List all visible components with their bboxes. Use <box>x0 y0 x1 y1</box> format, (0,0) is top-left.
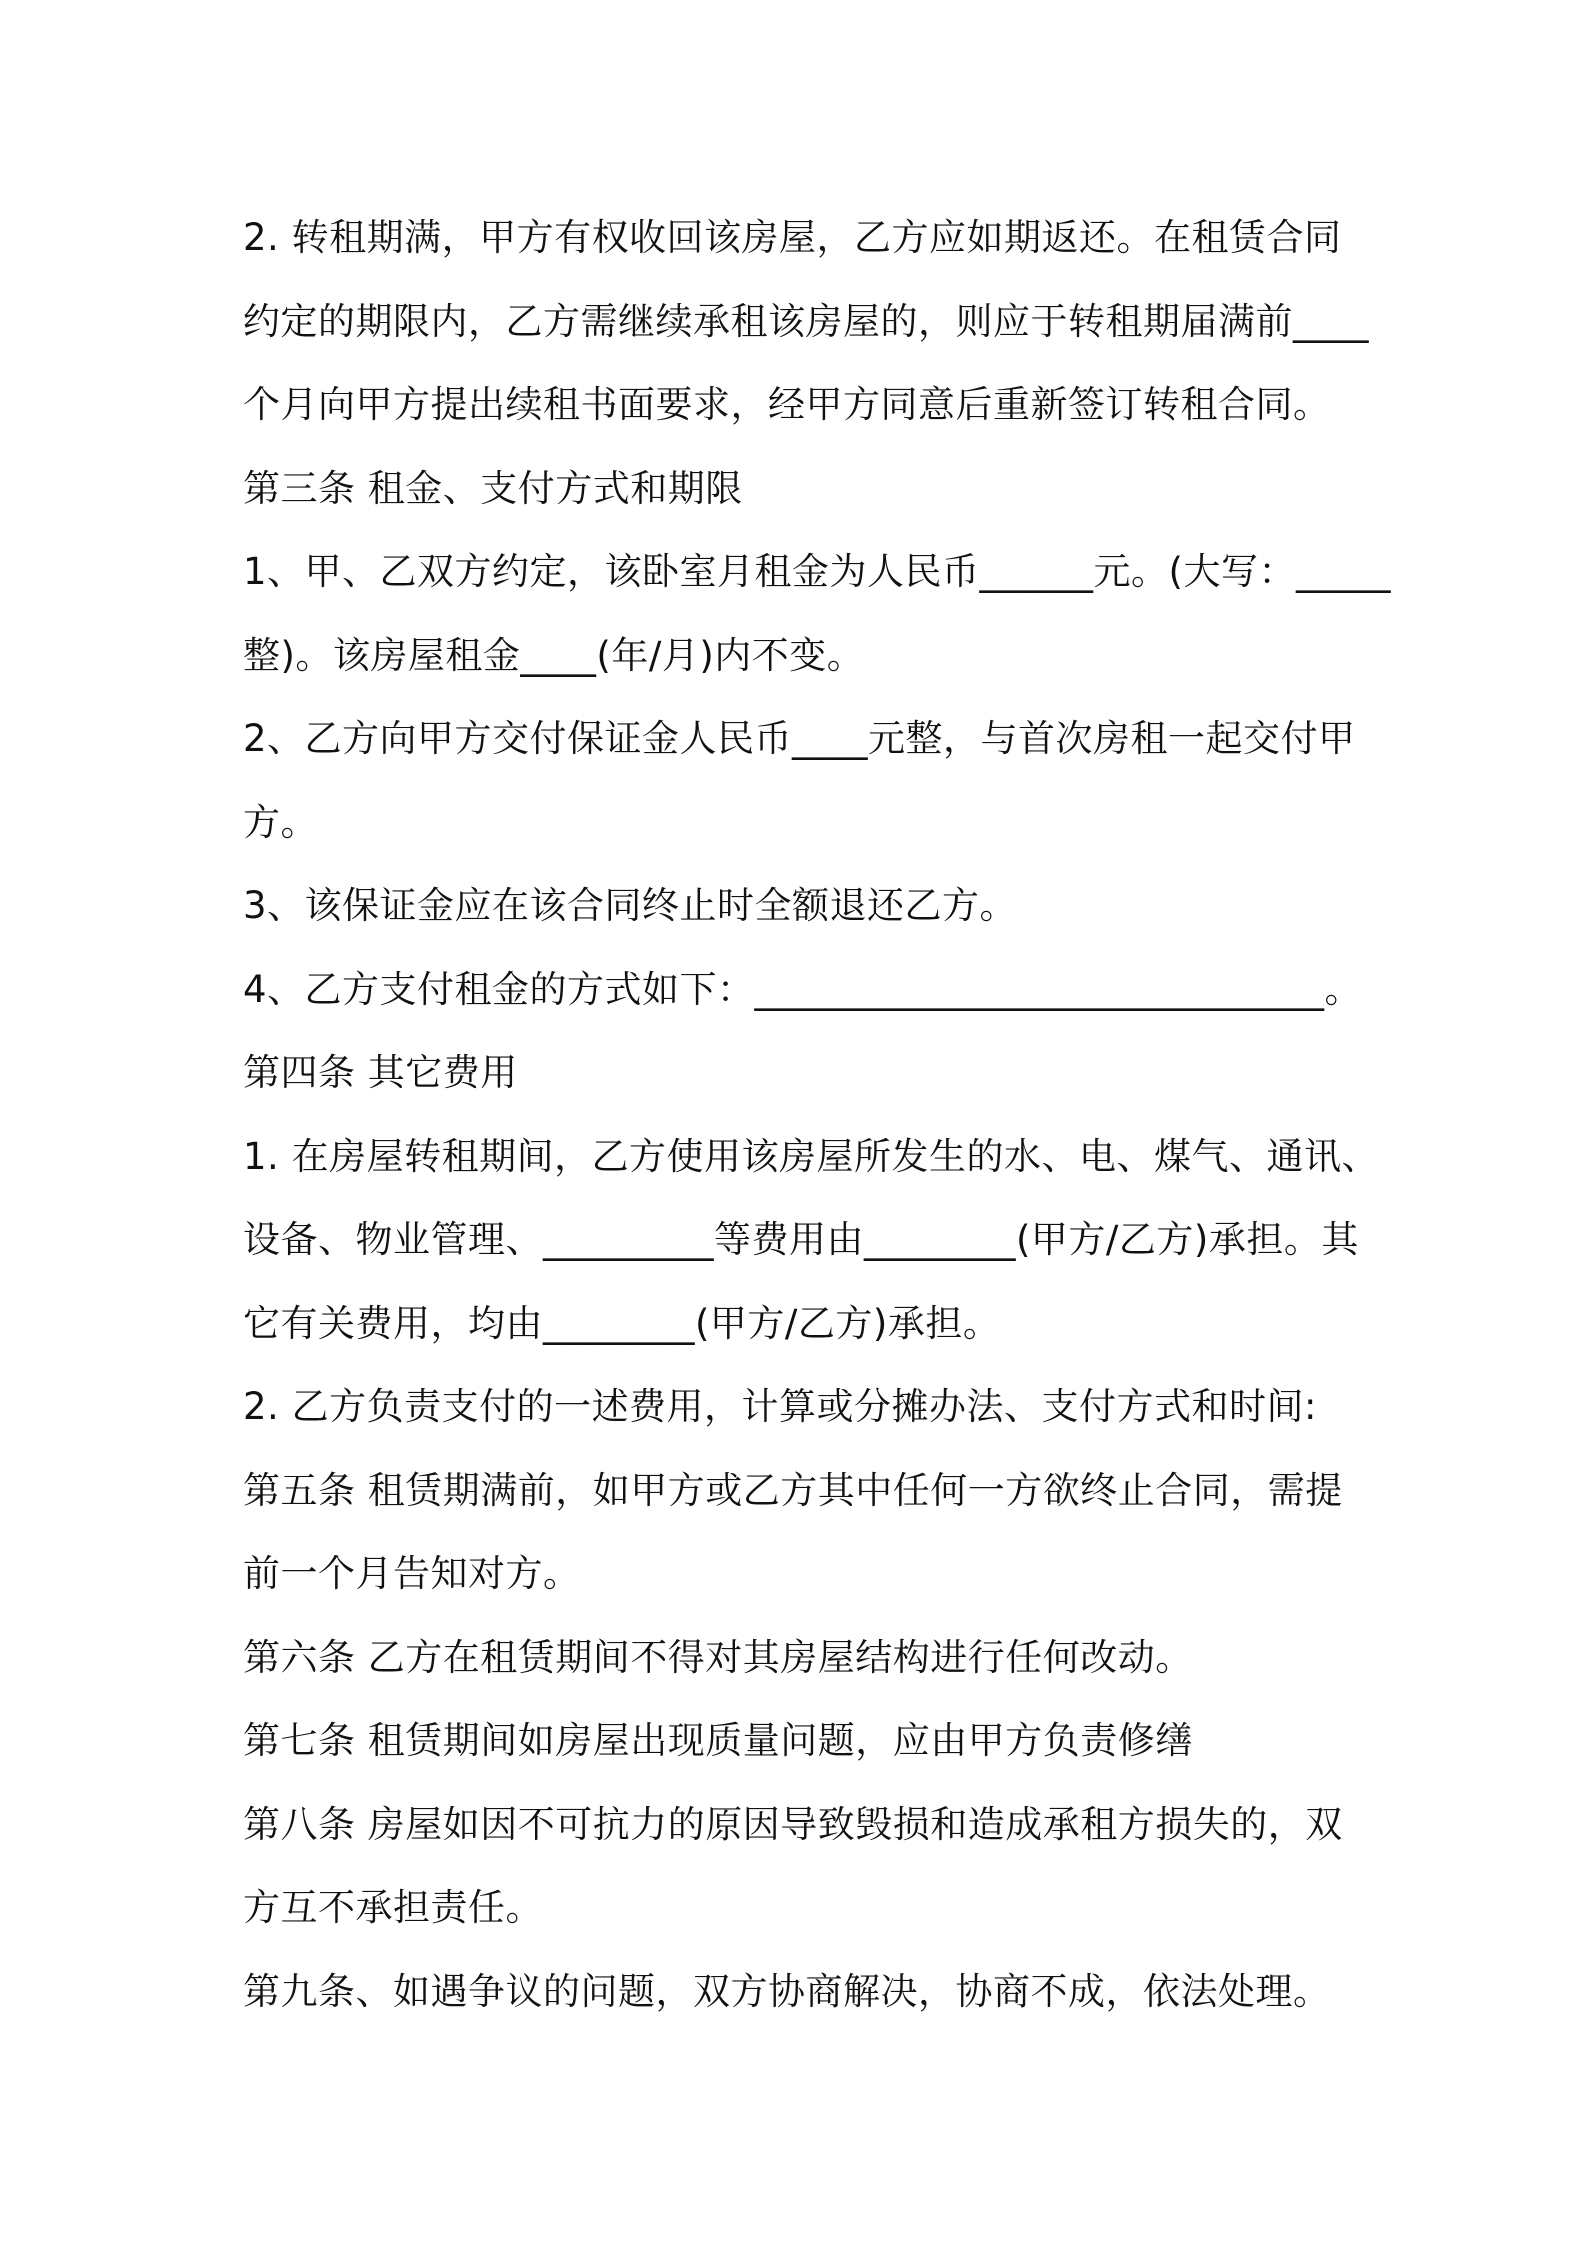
article-line: 第六条 乙方在租赁期间不得对其房屋结构进行任何改动。 <box>243 1635 1193 1679</box>
section-heading: 第三条 租金、支付方式和期限 <box>243 466 743 510</box>
text-line: 1. 在房屋转租期间，乙方使用该房屋所发生的水、电、煤气、通讯、 <box>243 1134 1380 1178</box>
text-line: 方。 <box>243 800 318 844</box>
text-line: 设备、物业管理、_________等费用由________(甲方/乙方)承担。其 <box>243 1218 1359 1261</box>
article-line: 第七条 租赁期间如房屋出现质量问题，应由甲方负责修缮 <box>243 1719 1193 1762</box>
text-line: 4、乙方支付租金的方式如下：______________________________。 <box>243 967 1363 1011</box>
article-line: 第五条 租赁期满前，如甲方或乙方其中任何一方欲终止合同，需提 <box>243 1468 1343 1512</box>
text-line: 它有关费用，均由________(甲方/乙方)承担。 <box>243 1301 1001 1345</box>
article-line: 第九条、如遇争议的问题，双方协商解决，协商不成，依法处理。 <box>243 1969 1331 2013</box>
text-line: 3、该保证金应在该合同终止时全额退还乙方。 <box>243 884 1018 927</box>
text-line: 个月向甲方提出续租书面要求，经甲方同意后重新签订转租合同。 <box>243 383 1331 426</box>
text-line: 1、甲、乙双方约定，该卧室月租金为人民币______元。(大写：_____ <box>243 550 1391 593</box>
text-line: 前一个月告知对方。 <box>243 1552 581 1595</box>
section-heading: 第四条 其它费用 <box>243 1051 518 1094</box>
text-line: 2、乙方向甲方交付保证金人民币____元整，与首次房租一起交付甲 <box>243 717 1356 760</box>
article-line: 第八条 房屋如因不可抗力的原因导致毁损和造成承租方损失的，双 <box>243 1802 1343 1846</box>
text-line: 2. 转租期满，甲方有权收回该房屋，乙方应如期返还。在租赁合同 <box>243 216 1342 259</box>
text-line: 2. 乙方负责支付的一述费用，计算或分摊办法、支付方式和时间: <box>243 1385 1318 1428</box>
text-line: 约定的期限内，乙方需继续承租该房屋的，则应于转租期届满前____ <box>243 299 1369 343</box>
text-line: 整)。该房屋租金____(年/月)内不变。 <box>243 633 865 677</box>
document-body <box>243 196 1391 2033</box>
text-line: 方互不承担责任。 <box>243 1886 543 1929</box>
